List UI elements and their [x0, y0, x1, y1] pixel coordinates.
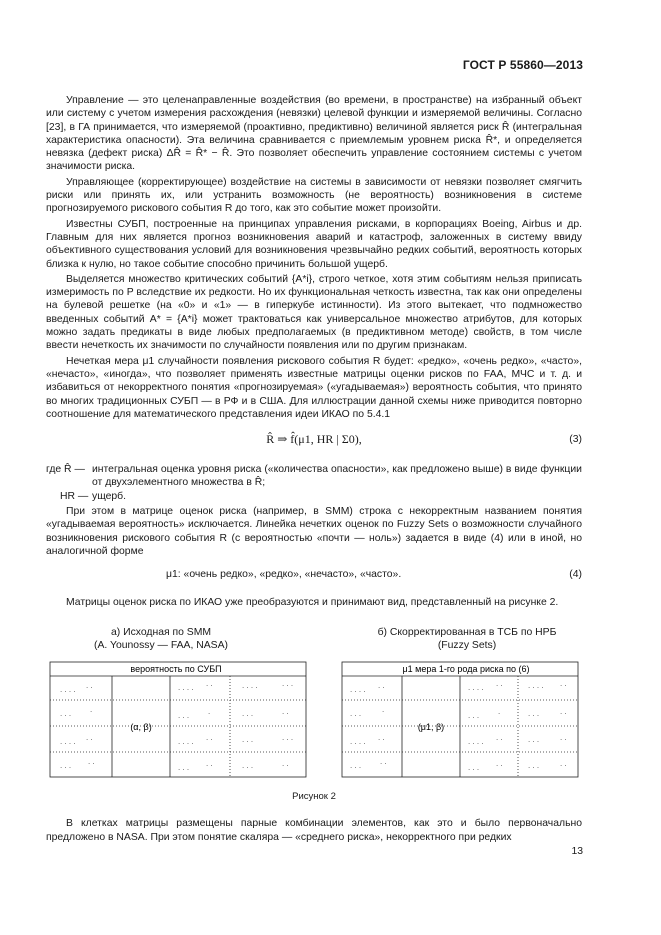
- right-matrix: [342, 662, 578, 777]
- svg-text:. . . .: . . . .: [178, 737, 194, 747]
- caption-line: (Fuzzy Sets): [437, 639, 497, 651]
- svg-text:. .: . .: [560, 679, 567, 689]
- svg-text:. . .: . . .: [282, 733, 294, 743]
- formula-expression: R̂ ⇒ f̂(μ1, HR | Σ0),: [266, 432, 362, 447]
- svg-text:. . . .: . . . .: [350, 737, 366, 747]
- svg-text:. . . .: . . . .: [60, 685, 76, 695]
- svg-text:. . .: . . .: [350, 709, 362, 719]
- definition-desc: интегральная оценка уровня риска («количества опасности», как предложено выше) в виде функции от двухэлементного множества в R̂;: [92, 464, 582, 489]
- svg-text:. . .: . . .: [242, 761, 254, 771]
- left-matrix-caption: [46, 626, 276, 653]
- svg-text:.: .: [498, 707, 501, 717]
- svg-text:. .: . .: [206, 733, 213, 743]
- svg-text:. .: . .: [560, 759, 567, 769]
- svg-text:. . .: . . .: [60, 709, 72, 719]
- svg-text:. .: . .: [86, 681, 93, 691]
- svg-text:. . .: . . .: [178, 711, 190, 721]
- paragraph-matrix-cells: В клетках матрицы размещены парные комбинации элементов, как это и было первоначально предложено в NASA. При этом понятие скаляра — «среднего риска», некорректного при редких: [46, 818, 582, 843]
- svg-text:. . . .: . . . .: [60, 737, 76, 747]
- left-matrix-header: вероятность по СУБП: [130, 664, 222, 675]
- left-matrix-center: (α, β): [130, 722, 152, 733]
- svg-text:. . . .: . . . .: [468, 683, 484, 693]
- svg-text:. .: . .: [560, 707, 567, 717]
- svg-text:. .: . .: [496, 679, 503, 689]
- svg-text:. . .: . . .: [468, 763, 480, 773]
- svg-text:. .: . .: [282, 759, 289, 769]
- left-matrix-dots: [60, 679, 293, 772]
- paragraph-icao-matrices: Матрицы оценок риска по ИКАО уже преобразуются и принимают вид, представленный на рисунке 2.: [66, 597, 559, 609]
- right-matrix-caption: [352, 626, 582, 653]
- svg-text:.: .: [90, 705, 93, 715]
- formula-3: [46, 433, 582, 451]
- paragraph-smm: При этом в матрице оценок риска (например, в SMM) строка с некорректным названием понятия «угадываемая вероятность» исключается. Линейка нечетких оценок по Fuzzy Sets о возможности случайного возникновения рискового события R (с вероятностью «почти — ноль») задается в виде (4) или в иной, но аналогичной форме: [46, 506, 582, 557]
- caption-line: (A. Younossy — FAA, NASA): [94, 639, 228, 651]
- paragraph-control: Управление — это целенаправленные воздействия (во времени, в пространстве) на избранный объект или систему с учетом измерения расхождения (невязки) целевой функции и измеряемой величины. Согласно [23], в ГА принимается, что измеряемой (проактивно, предиктивно) величиной является риск R̂ (интегральная характеристика опасности). Эта величина сравнивается с приемлемым уровнем риска R̂*, и определяется невязка (дефект риска) ΔR̂ = R̂* − R̂. Это позволяет обеспечить управление состоянием системы с учетом значимости риска.: [46, 95, 582, 173]
- formula-number: (4): [569, 569, 582, 581]
- svg-text:. .: . .: [206, 679, 213, 689]
- figure-captions: [46, 626, 582, 653]
- svg-text:. . . .: . . . .: [468, 737, 484, 747]
- svg-text:. . . .: . . . .: [350, 685, 366, 695]
- svg-text:. . .: . . .: [178, 763, 190, 773]
- definition-term: HR —: [60, 490, 89, 502]
- caption-line: а) Исходная по SMM: [110, 626, 212, 638]
- svg-text:. . .: . . .: [528, 735, 540, 745]
- definition-desc: ущерб.: [92, 490, 127, 502]
- figure-2: [46, 660, 582, 780]
- definition-hr: [60, 490, 582, 503]
- svg-text:. . .: . . .: [468, 711, 480, 721]
- svg-text:. . .: . . .: [528, 709, 540, 719]
- definition-list: [46, 463, 582, 503]
- svg-text:. .: . .: [282, 707, 289, 717]
- definition-term: где R̂ —: [46, 464, 85, 476]
- svg-text:. .: . .: [88, 757, 95, 767]
- svg-text:. . .: . . .: [282, 679, 294, 689]
- svg-text:. . . .: . . . .: [178, 683, 194, 693]
- svg-text:. . .: . . .: [528, 761, 540, 771]
- page-body: [46, 94, 582, 846]
- svg-text:. . .: . . .: [242, 735, 254, 745]
- svg-text:. .: . .: [378, 681, 385, 691]
- caption-line: б) Скорректированная в ТСБ по НРБ: [377, 626, 557, 638]
- svg-text:.: .: [382, 705, 385, 715]
- document-header: ГОСТ Р 55860—2013: [462, 58, 583, 72]
- figure-caption: Рисунок 2: [292, 791, 336, 803]
- svg-text:. . .: . . .: [350, 761, 362, 771]
- svg-text:. .: . .: [378, 733, 385, 743]
- svg-text:. . . .: . . . .: [528, 681, 544, 691]
- page-number: 13: [571, 846, 583, 857]
- svg-text:. .: . .: [86, 733, 93, 743]
- svg-text:. .: . .: [380, 757, 387, 767]
- svg-text:. .: . .: [496, 759, 503, 769]
- svg-text:. .: . .: [560, 733, 567, 743]
- paragraph-fuzzy-measure: Нечеткая мера μ1 случайности появления рискового события R будет: «редко», «очень редко», «часто», «нечасто», «иногда», что позволяет применять известные матрицы оценки рисков по FAA, МЧС и т. д. и избавиться от некорректного понятия «прогнозируемая» («угадываемая») вероятность события, что принято во многих традиционных СУБП — в РФ и в США. Для иллюстрации данной схемы ниже приводится повторно соотношение для математического представления идеи ИКАО по 5.4.1: [46, 355, 582, 420]
- svg-text:. .: . .: [496, 733, 503, 743]
- paragraph-corrective: Управляющее (корректирующее) воздействие на системы в зависимости от невязки позволяет смягчить риски или принять их, или устранить возможность (не вероятность) возникновения в системе прогнозируемого рискового события R до того, как это событие может произойти.: [46, 176, 582, 215]
- formula-number: (3): [569, 434, 582, 446]
- definition-r: [46, 463, 582, 490]
- matrices-svg: [46, 660, 582, 780]
- formula-4: [46, 568, 582, 582]
- right-matrix-center: (μ1, β): [417, 722, 445, 733]
- formula-expression: μ1: «очень редко», «редко», «нечасто», «часто».: [166, 569, 402, 581]
- right-matrix-dots: [350, 679, 567, 772]
- svg-text:. .: . .: [206, 759, 213, 769]
- svg-text:. . .: . . .: [242, 709, 254, 719]
- right-matrix-header: μ1 мера 1-го рода риска по (6): [402, 664, 530, 675]
- svg-text:. . . .: . . . .: [242, 681, 258, 691]
- svg-text:. . .: . . .: [60, 761, 72, 771]
- paragraph-sms-known: Известны СУБП, построенные на принципах управления рисками, в корпорациях Boeing, Airbus и др. Главным для них является прогноз возникновения аварий и катастроф, заложенных в систему ввиду объективного существования условий для возникновения чрезвычайно редких событий, вероятность которых близка к нулю, но такое событие способно причинить большой ущерб.: [46, 218, 582, 270]
- svg-text:.: .: [208, 707, 211, 717]
- paragraph-critical-events: Выделяется множество критических событий {A*i}, строго четкое, хотя этим событиям нельзя приписать измеримость по P вследствие их редкости. Но их функциональная четкость известна, так как они определены на булевой решетке (на «0» и «1» — в гиперкубе истинности). Из этого вытекает, что подмножество введенных событий A* = {A*i} может трактоваться как универсальное множество атрибутов, для которых можно задать предикаты в виде любых предполагаемых (в предиктивном методе) свойств, в том числе ввести нечеткость их значимости по случайности появления или по другим признакам.: [46, 273, 582, 352]
